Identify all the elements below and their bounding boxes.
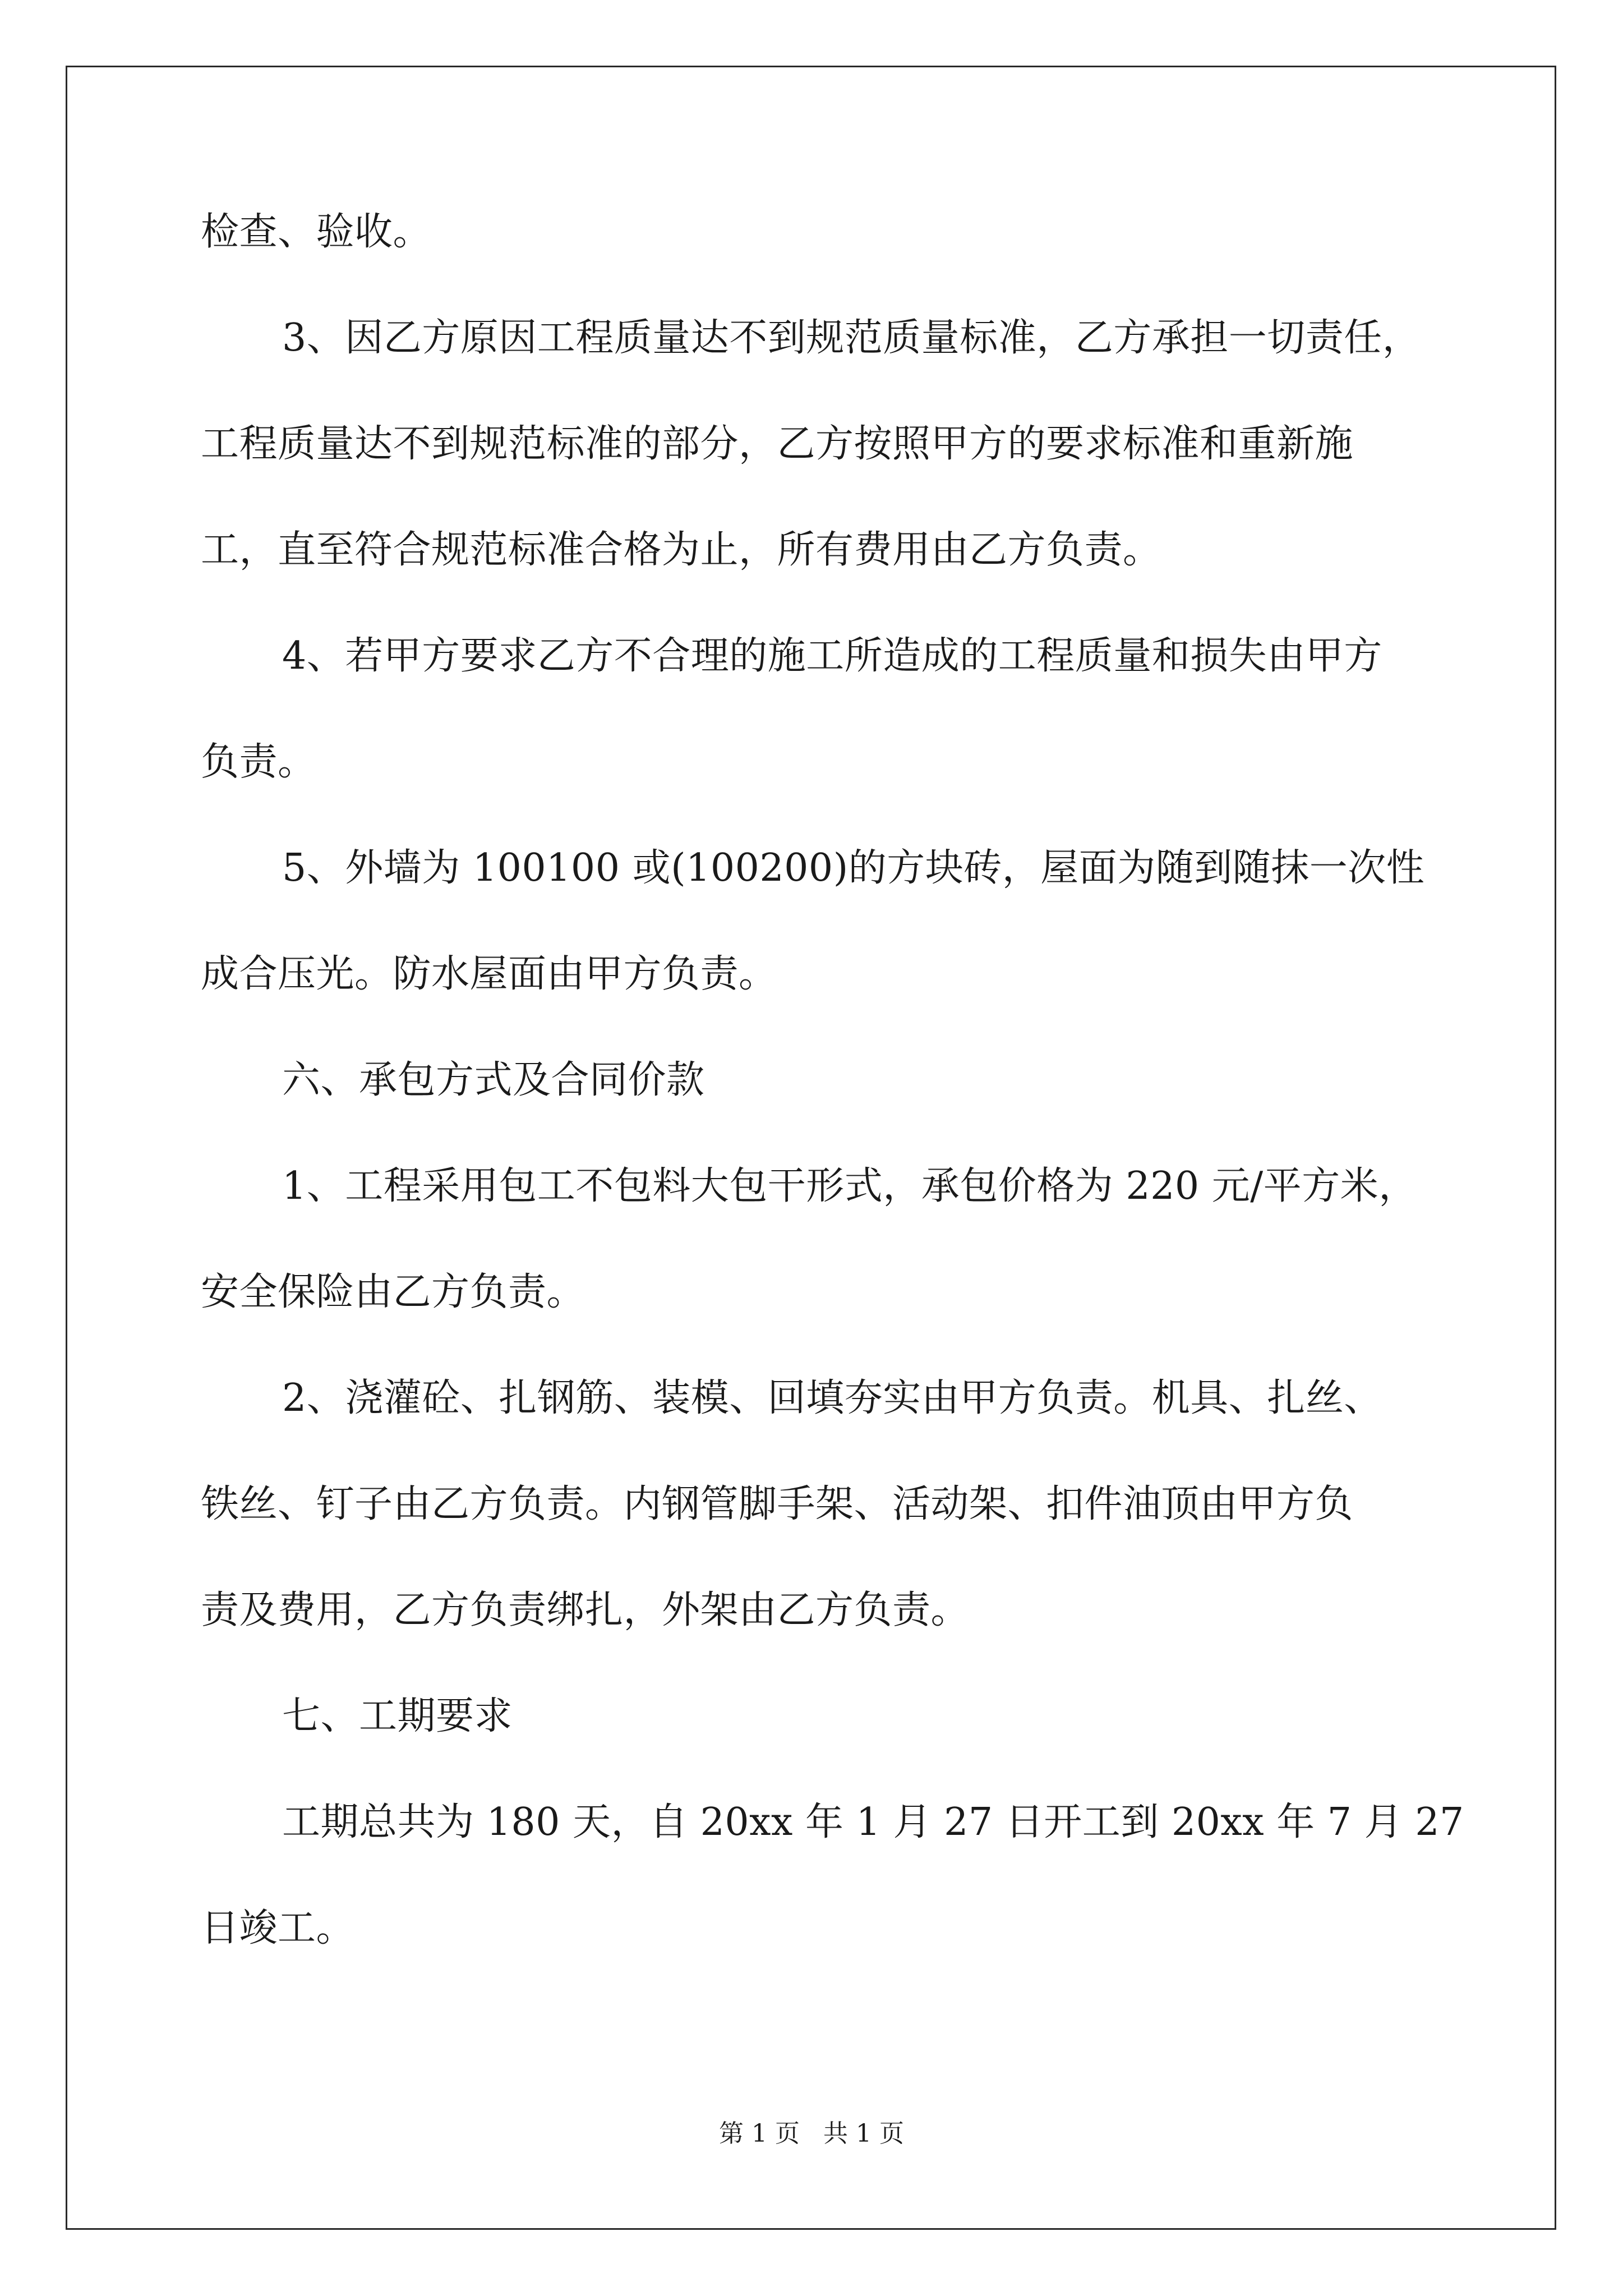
paragraph-line: 4、若甲方要求乙方不合理的施工所造成的工程质量和损失由甲方 [282, 634, 1382, 678]
page-border [66, 66, 1556, 2230]
paragraph-line: 铁丝、钉子由乙方负责。内钢管脚手架、活动架、扣件油顶由甲方负 [201, 1482, 1354, 1526]
paragraph-line: 2、浇灌砼、扎钢筋、装模、回填夯实由甲方负责。机具、扎丝、 [282, 1376, 1382, 1420]
paragraph-line: 检查、验收。 [201, 210, 432, 254]
paragraph-line: 工，直至符合规范标准合格为止，所有费用由乙方负责。 [201, 528, 1161, 572]
paragraph-line: 日竣工。 [201, 1906, 355, 1950]
paragraph-line: 3、因乙方原因工程质量达不到规范质量标准，乙方承担一切责任， [282, 316, 1421, 360]
paragraph-line: 工期总共为 180 天，自 20xx 年 1 月 27 日开工到 20xx 年 7 月 27 [282, 1800, 1464, 1844]
paragraph-line: 5、外墙为 100100 或(100200)的方块砖，屋面为随到随抹一次性 [282, 846, 1425, 890]
paragraph-line: 负责。 [201, 740, 316, 784]
section-heading: 七、工期要求 [282, 1694, 513, 1738]
paragraph-line: 责及费用，乙方负责绑扎，外架由乙方负责。 [201, 1588, 970, 1632]
page-number-footer: 第 1 页 共 1 页 [719, 2119, 904, 2148]
section-heading: 六、承包方式及合同价款 [282, 1058, 705, 1102]
paragraph-line: 安全保险由乙方负责。 [201, 1270, 585, 1314]
paragraph-line: 1、工程采用包工不包料大包干形式，承包价格为 220 元/平方米， [282, 1164, 1417, 1208]
paragraph-line: 工程质量达不到规范标准的部分，乙方按照甲方的要求标准和重新施 [201, 422, 1354, 466]
paragraph-line: 成合压光。防水屋面由甲方负责。 [201, 952, 777, 996]
